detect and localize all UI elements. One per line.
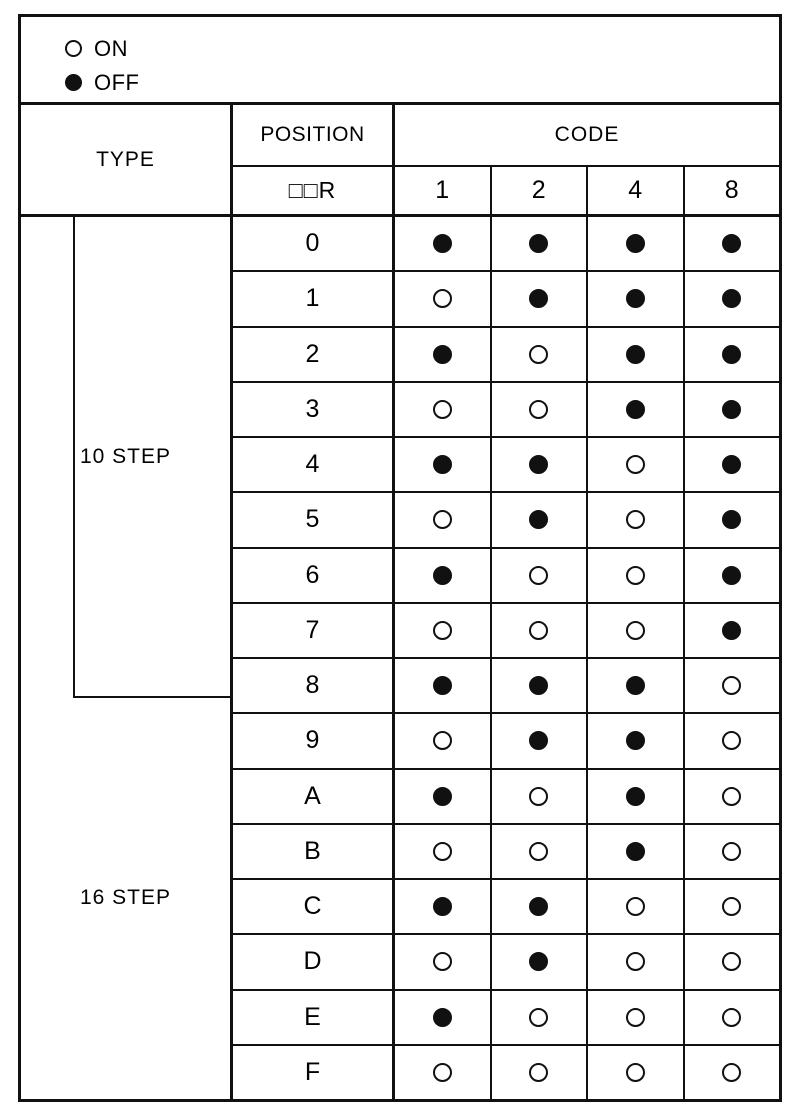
position-cell: C	[233, 880, 395, 933]
circle-open-icon	[722, 676, 741, 695]
circle-filled-icon	[626, 289, 645, 308]
circle-open-icon	[722, 1063, 741, 1082]
header-code-weight-8: 8	[724, 176, 739, 204]
circle-filled-icon	[529, 234, 548, 253]
circle-open-icon	[529, 345, 548, 364]
code-cell	[588, 328, 685, 381]
circle-filled-icon	[65, 74, 82, 91]
position-cell: E	[233, 991, 395, 1044]
code-cells	[395, 659, 779, 712]
code-cell	[588, 659, 685, 712]
circle-filled-icon	[529, 952, 548, 971]
code-cell	[395, 770, 492, 823]
code-cell	[685, 272, 780, 325]
code-cells	[395, 935, 779, 988]
code-cells	[395, 714, 779, 767]
code-cell	[588, 991, 685, 1044]
table-row	[233, 217, 779, 272]
code-cell	[685, 328, 780, 381]
code-cell	[685, 991, 780, 1044]
code-cell	[395, 825, 492, 878]
position-cell: F	[233, 1046, 395, 1099]
circle-open-icon	[529, 787, 548, 806]
table-row	[233, 825, 779, 880]
code-cell	[395, 272, 492, 325]
position-cell: A	[233, 770, 395, 823]
code-cell	[492, 991, 589, 1044]
circle-filled-icon	[433, 234, 452, 253]
circle-filled-icon	[626, 345, 645, 364]
legend	[21, 17, 779, 105]
header-code-weight-2: 2	[492, 167, 589, 214]
type-group-10-step: 10 STEP	[79, 445, 172, 469]
table-row	[233, 493, 779, 548]
code-cells	[395, 328, 779, 381]
circle-filled-icon	[433, 897, 452, 916]
circle-open-icon	[626, 566, 645, 585]
header-type: TYPE	[21, 105, 233, 214]
circle-open-icon	[626, 952, 645, 971]
code-cell	[685, 604, 780, 657]
header-code-weights	[395, 167, 779, 214]
code-cell	[588, 549, 685, 602]
circle-filled-icon	[722, 455, 741, 474]
code-cell	[588, 438, 685, 491]
code-cell	[492, 493, 589, 546]
position-cell: D	[233, 935, 395, 988]
code-cells	[395, 493, 779, 546]
code-cell	[685, 383, 780, 436]
code-cell	[492, 549, 589, 602]
code-cell	[492, 714, 589, 767]
code-cells	[395, 383, 779, 436]
circle-open-icon	[433, 731, 452, 750]
circle-open-icon	[722, 787, 741, 806]
position-cell: 8	[233, 659, 395, 712]
position-cell: 4	[233, 438, 395, 491]
code-cell	[685, 825, 780, 878]
code-cell	[492, 438, 589, 491]
circle-open-icon	[529, 621, 548, 640]
circle-filled-icon	[529, 731, 548, 750]
code-cell	[395, 328, 492, 381]
circle-filled-icon	[626, 842, 645, 861]
position-cell: 7	[233, 604, 395, 657]
circle-filled-icon	[529, 676, 548, 695]
legend-label-on: ON	[94, 35, 128, 61]
header-code-weight-1: 1	[395, 167, 492, 214]
position-cell: B	[233, 825, 395, 878]
circle-open-icon	[65, 40, 82, 57]
code-cell	[492, 825, 589, 878]
code-cell	[395, 383, 492, 436]
circle-filled-icon	[433, 345, 452, 364]
code-cell	[395, 935, 492, 988]
circle-open-icon	[626, 1063, 645, 1082]
code-cell	[685, 770, 780, 823]
table-body	[21, 217, 779, 1099]
header-position-column	[233, 105, 395, 214]
code-cells	[395, 825, 779, 878]
circle-filled-icon	[626, 234, 645, 253]
circle-open-icon	[433, 952, 452, 971]
header-code-label: CODE	[395, 105, 779, 167]
code-cell	[395, 991, 492, 1044]
code-cell	[492, 1046, 589, 1099]
code-cells	[395, 438, 779, 491]
circle-open-icon	[626, 455, 645, 474]
code-cell	[588, 714, 685, 767]
code-cell	[395, 217, 492, 270]
code-cell	[588, 1046, 685, 1099]
code-cell	[395, 549, 492, 602]
code-cell	[492, 383, 589, 436]
circle-filled-icon	[529, 289, 548, 308]
table-row	[233, 1046, 779, 1099]
circle-filled-icon	[626, 400, 645, 419]
code-cells	[395, 1046, 779, 1099]
code-cell	[395, 493, 492, 546]
code-cell	[588, 825, 685, 878]
circle-filled-icon	[433, 1008, 452, 1027]
legend-label-off: OFF	[94, 69, 140, 95]
position-cell: 3	[233, 383, 395, 436]
circle-open-icon	[433, 289, 452, 308]
circle-filled-icon	[626, 731, 645, 750]
circle-filled-icon	[529, 455, 548, 474]
position-cell: 2	[233, 328, 395, 381]
type-group-16-step: 16 STEP	[79, 886, 172, 910]
code-cell	[395, 604, 492, 657]
circle-open-icon	[433, 842, 452, 861]
table-row	[233, 549, 779, 604]
header-position-label: POSITION	[233, 105, 392, 167]
code-cell	[588, 604, 685, 657]
circle-open-icon	[626, 621, 645, 640]
code-cell	[492, 770, 589, 823]
circle-open-icon	[529, 842, 548, 861]
circle-open-icon	[722, 897, 741, 916]
code-cell	[685, 935, 780, 988]
code-cells	[395, 272, 779, 325]
circle-open-icon	[529, 1063, 548, 1082]
code-cell	[492, 935, 589, 988]
circle-filled-icon	[722, 621, 741, 640]
code-cell	[492, 659, 589, 712]
table-row	[233, 714, 779, 769]
code-cell	[492, 604, 589, 657]
code-cell	[395, 880, 492, 933]
code-cells	[395, 549, 779, 602]
circle-open-icon	[722, 731, 741, 750]
switch-code-table	[18, 14, 782, 1102]
circle-open-icon	[433, 621, 452, 640]
code-cell	[492, 272, 589, 325]
circle-open-icon	[722, 842, 741, 861]
table-row	[233, 935, 779, 990]
code-cell	[395, 714, 492, 767]
circle-open-icon	[529, 400, 548, 419]
circle-filled-icon	[626, 787, 645, 806]
code-cells	[395, 991, 779, 1044]
code-cell	[685, 438, 780, 491]
code-cell	[685, 659, 780, 712]
table-row	[233, 770, 779, 825]
circle-filled-icon	[529, 897, 548, 916]
position-cell: 6	[233, 549, 395, 602]
code-cell	[685, 549, 780, 602]
circle-filled-icon	[722, 566, 741, 585]
position-cell: 5	[233, 493, 395, 546]
circle-open-icon	[529, 566, 548, 585]
code-cell	[492, 880, 589, 933]
code-cells	[395, 880, 779, 933]
circle-filled-icon	[433, 455, 452, 474]
position-cell: 9	[233, 714, 395, 767]
code-cells	[395, 217, 779, 270]
table-row	[233, 604, 779, 659]
circle-open-icon	[433, 400, 452, 419]
circle-filled-icon	[722, 510, 741, 529]
code-cell	[685, 714, 780, 767]
circle-filled-icon	[433, 787, 452, 806]
circle-filled-icon	[722, 400, 741, 419]
circle-filled-icon	[722, 345, 741, 364]
circle-open-icon	[626, 1008, 645, 1027]
header-code-column	[395, 105, 779, 214]
circle-filled-icon	[722, 234, 741, 253]
table-row	[233, 880, 779, 935]
code-cell	[588, 935, 685, 988]
type-column	[21, 217, 233, 1099]
legend-item-on	[65, 35, 779, 63]
circle-filled-icon	[529, 510, 548, 529]
header-code-weight-4: 4	[588, 167, 685, 214]
circle-filled-icon	[433, 676, 452, 695]
circle-filled-icon	[722, 289, 741, 308]
circle-open-icon	[433, 1063, 452, 1082]
code-cell	[588, 770, 685, 823]
table-row	[233, 328, 779, 383]
code-cell	[395, 438, 492, 491]
legend-item-off	[65, 69, 779, 97]
code-cells	[395, 770, 779, 823]
code-cell	[588, 493, 685, 546]
code-cell	[492, 328, 589, 381]
circle-open-icon	[722, 1008, 741, 1027]
circle-open-icon	[626, 510, 645, 529]
position-cell: 1	[233, 272, 395, 325]
code-cell	[685, 1046, 780, 1099]
code-cell	[685, 493, 780, 546]
code-cell	[588, 272, 685, 325]
circle-filled-icon	[433, 566, 452, 585]
code-cell	[588, 383, 685, 436]
code-cell	[588, 880, 685, 933]
code-cell	[492, 217, 589, 270]
circle-open-icon	[433, 510, 452, 529]
code-cell	[395, 1046, 492, 1099]
circle-open-icon	[722, 952, 741, 971]
table-row	[233, 659, 779, 714]
table-row	[233, 438, 779, 493]
header-position-sublabel: □□R	[288, 177, 337, 203]
table-row	[233, 991, 779, 1046]
code-cell	[588, 217, 685, 270]
table-row	[233, 272, 779, 327]
code-cell	[395, 659, 492, 712]
code-cells	[395, 604, 779, 657]
code-cell	[685, 880, 780, 933]
circle-open-icon	[626, 897, 645, 916]
circle-filled-icon	[626, 676, 645, 695]
circle-open-icon	[529, 1008, 548, 1027]
table-header	[21, 105, 779, 217]
code-cell	[685, 217, 780, 270]
table-row	[233, 383, 779, 438]
rows-column	[233, 217, 779, 1099]
position-cell: 0	[233, 217, 395, 270]
